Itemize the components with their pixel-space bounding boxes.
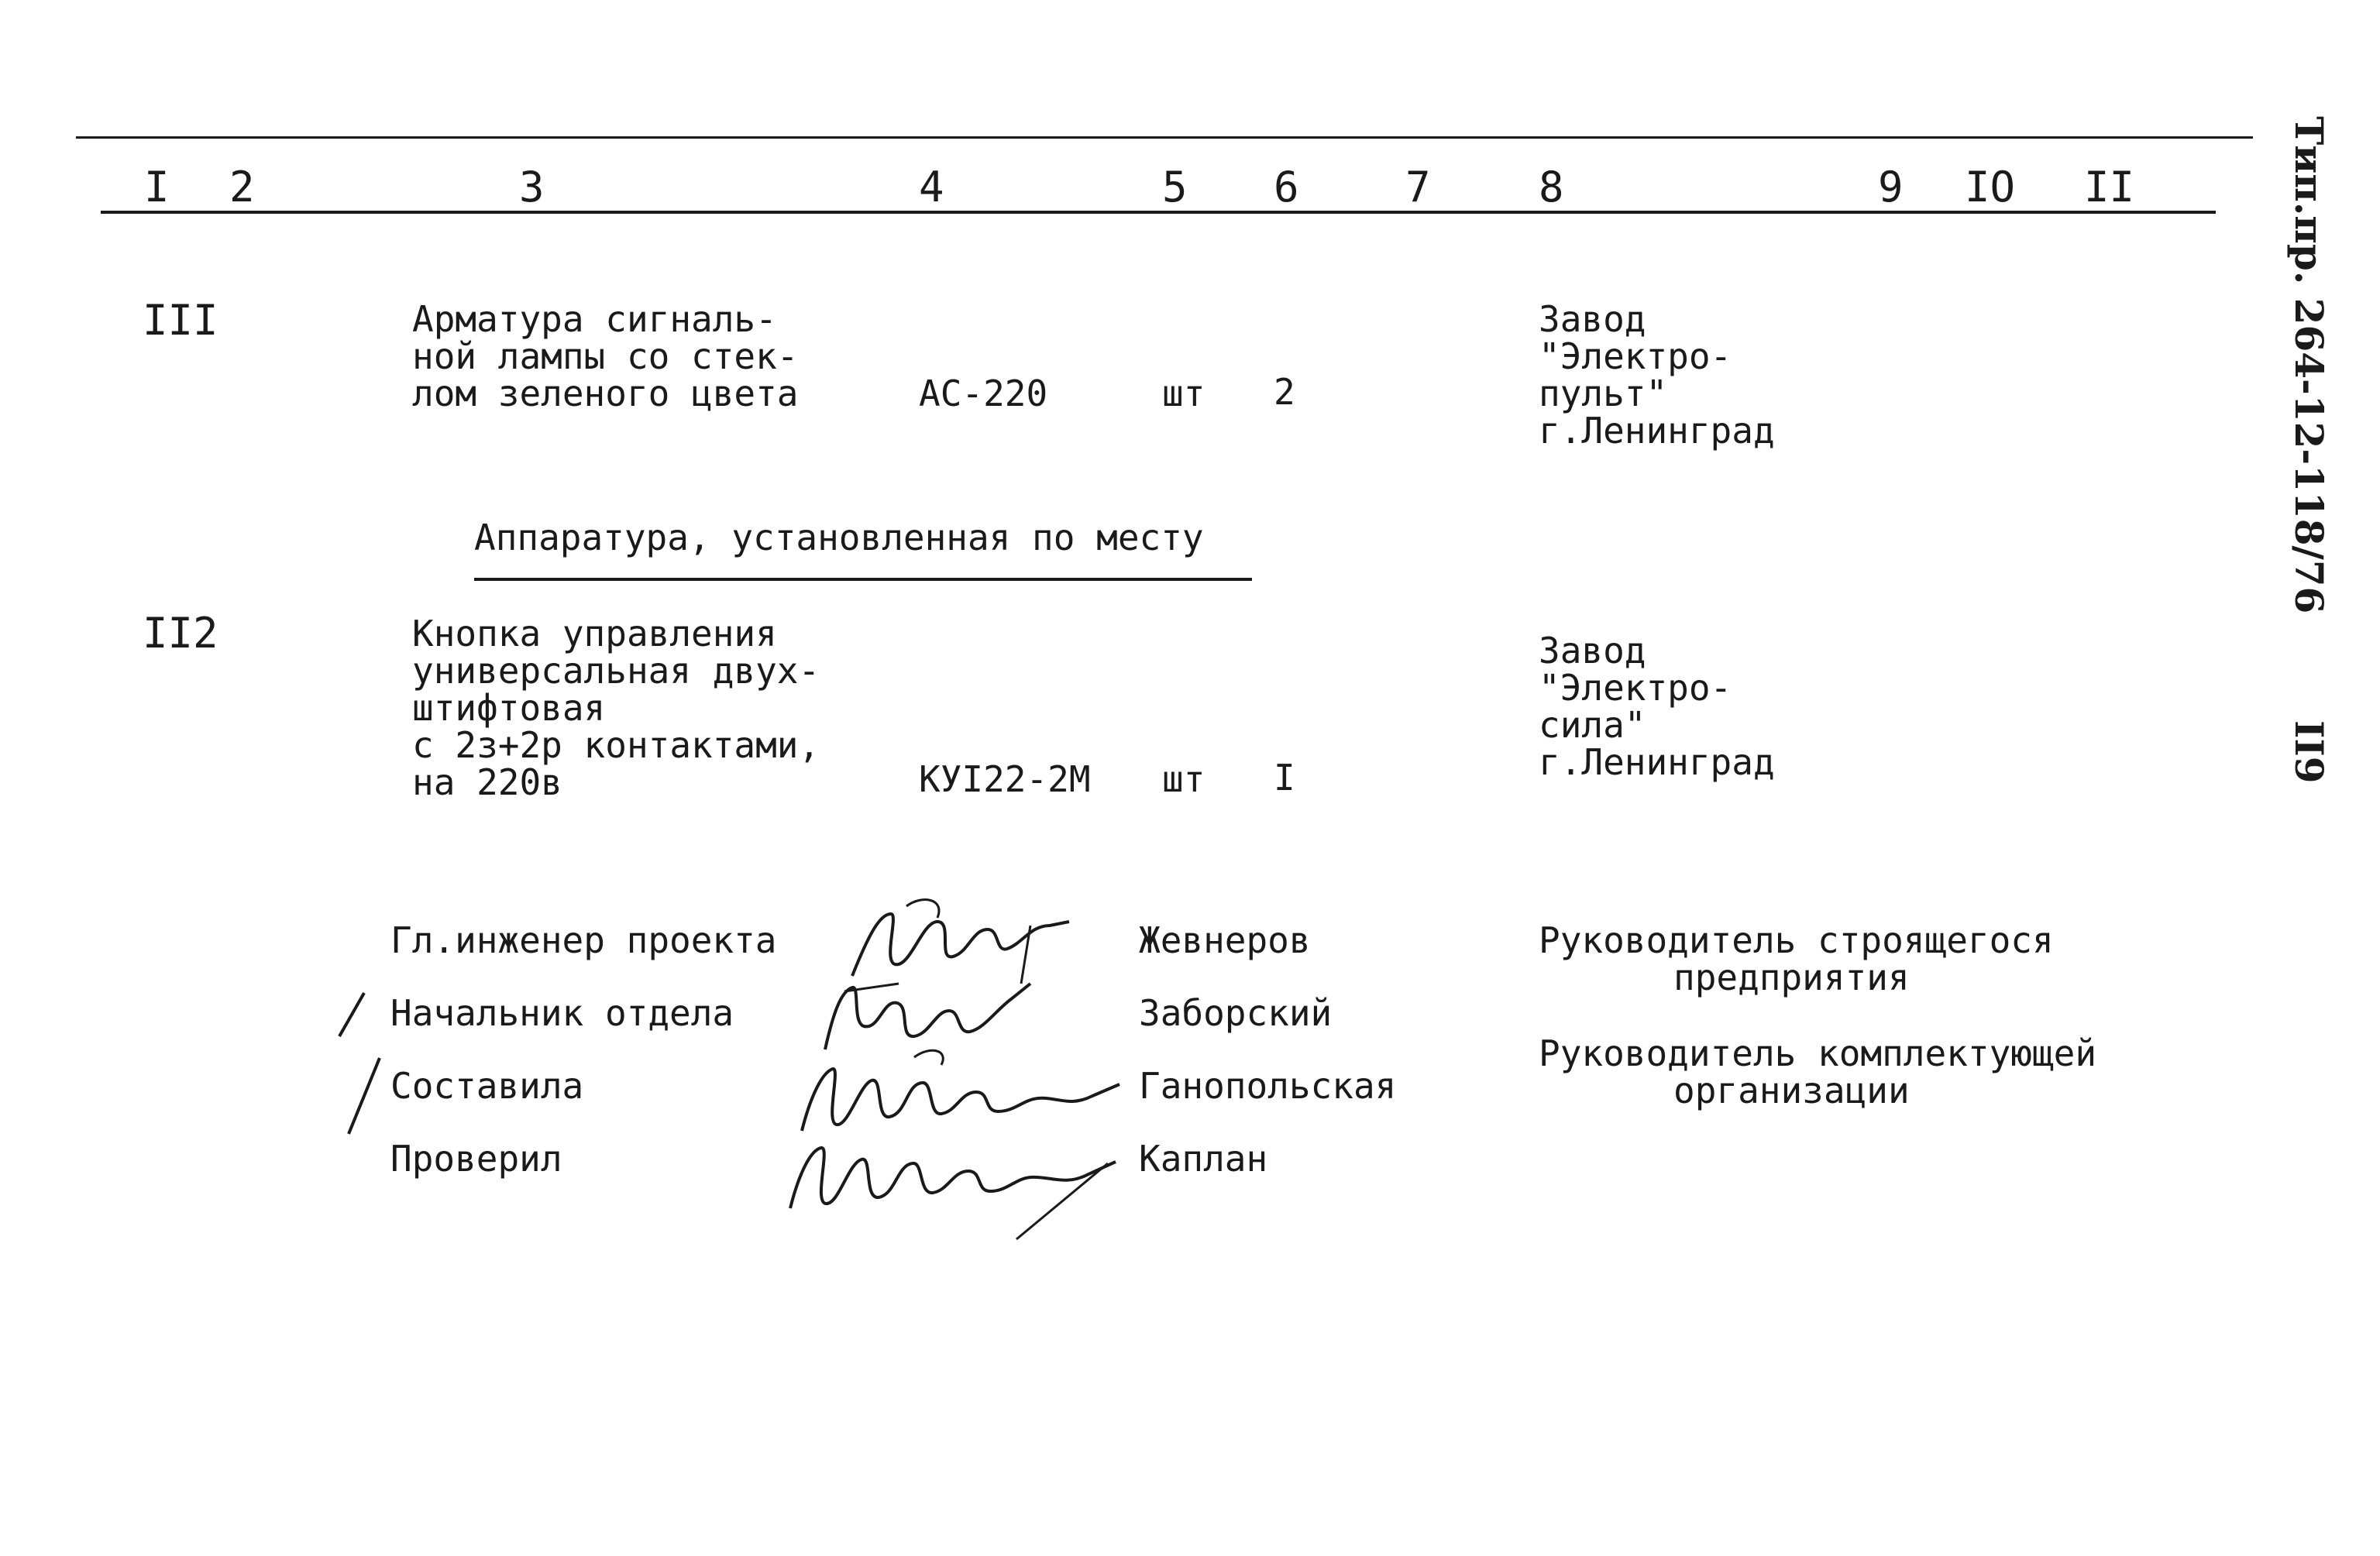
handwritten-signature <box>775 1115 1131 1247</box>
col-header-1: I <box>144 163 170 211</box>
row-number: II2 <box>143 609 218 658</box>
top-rule <box>76 136 2253 139</box>
approval-role: организации <box>1673 1070 1910 1111</box>
item-maker: Завод "Электро- сила" г.Ленинград <box>1539 630 1775 783</box>
col-header-8: 8 <box>1539 163 1564 211</box>
item-qty: I <box>1274 757 1295 799</box>
signature-role: Гл.инженер проекта <box>390 919 777 961</box>
signature-role: Начальник отдела <box>390 992 734 1034</box>
signature-role: Составила <box>390 1065 584 1107</box>
col-header-10: IO <box>1965 163 2016 211</box>
item-unit: шт <box>1162 758 1205 800</box>
item-name: Арматура сигналь- ной лампы со стек- лом зеленого цвета <box>412 298 799 414</box>
col-header-7: 7 <box>1405 163 1431 211</box>
page-number: II9 <box>2286 720 2332 784</box>
signature-name: Жевнеров <box>1139 919 1311 961</box>
approval-role: Руководитель комплектующей <box>1539 1032 2097 1074</box>
item-maker: Завод "Электро- пульт" г.Ленинград <box>1539 298 1775 452</box>
item-type: АС-220 <box>919 373 1048 414</box>
tick-mark <box>333 988 372 1042</box>
item-unit: шт <box>1162 373 1205 414</box>
col-header-4: 4 <box>919 163 944 211</box>
col-header-2: 2 <box>229 163 255 211</box>
signature-name: Каплан <box>1139 1138 1268 1180</box>
col-header-11: II <box>2084 163 2135 211</box>
approval-role: предприятия <box>1673 957 1910 998</box>
item-name: Кнопка управления универсальная двух- штифтовая с 2з+2р контактами, на 220в <box>412 613 820 803</box>
signature-name: Заборский <box>1139 992 1333 1034</box>
approval-role: Руководитель строящегося <box>1539 919 2054 961</box>
signature-name: Ганопольская <box>1139 1065 1397 1107</box>
row-number: III <box>143 296 218 345</box>
col-header-3: 3 <box>519 163 545 211</box>
tick-mark <box>341 1053 387 1139</box>
col-header-6: 6 <box>1274 163 1299 211</box>
col-header-9: 9 <box>1878 163 1904 211</box>
item-qty: 2 <box>1274 371 1295 413</box>
section-title: Аппаратура, установленная по месту <box>474 517 1204 558</box>
document-code: Тип.пр. 264-12-118/76 <box>2286 116 2332 614</box>
signature-role: Проверил <box>390 1138 562 1180</box>
item-type: КУI22-2М <box>919 758 1091 800</box>
section-title-underline <box>474 578 1252 581</box>
col-header-5: 5 <box>1162 163 1188 211</box>
